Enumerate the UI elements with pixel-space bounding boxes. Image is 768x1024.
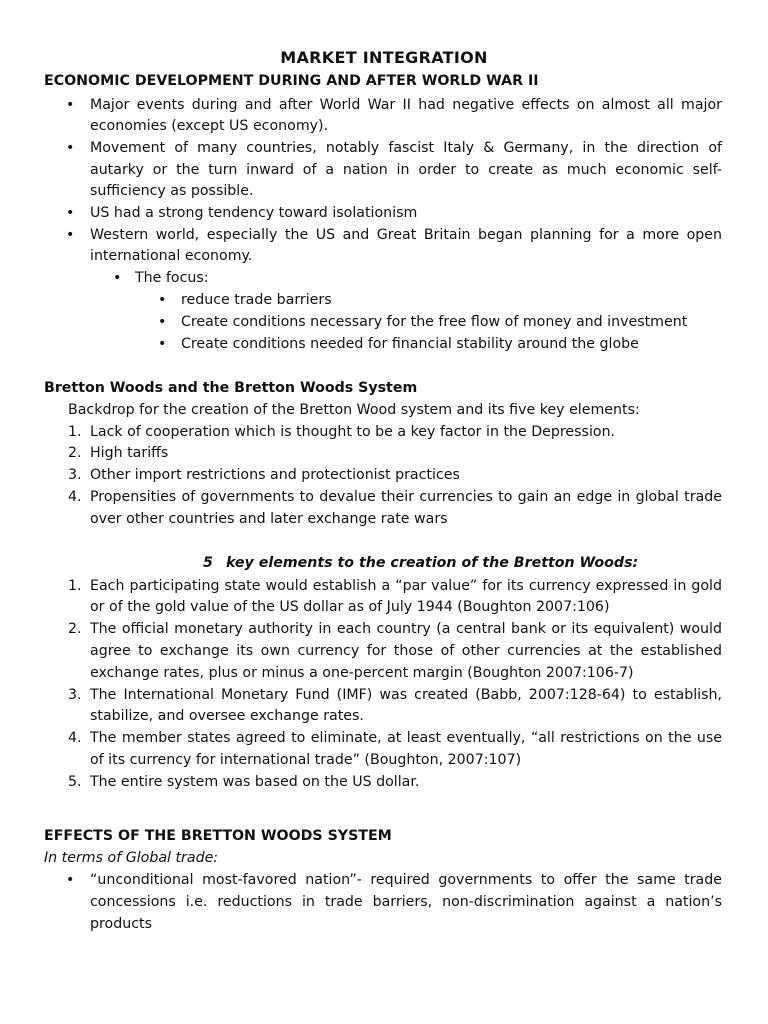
page-title: MARKET INTEGRATION: [280, 48, 488, 67]
bullet-text-line: “unconditional most-favored nation”- required governments to offer the same trade: [90, 872, 722, 888]
number-marker: 2.: [68, 445, 82, 461]
number-marker: 4.: [68, 489, 82, 505]
bullet-marker: •: [113, 270, 122, 286]
bullet-marker: •: [66, 872, 75, 888]
focus-item: Create conditions needed for financial stability around the globe: [181, 336, 639, 352]
bullet-marker: •: [158, 314, 167, 330]
bullet-text-line: economies (except US economy).: [90, 118, 329, 134]
numbered-item-text: Each participating state would establish a “par value” for its currency expressed in gold: [90, 578, 722, 594]
focus-item: reduce trade barriers: [181, 292, 332, 308]
bullet-text-line: autarky or the turn inward of a nation in order to create as much economic self-: [90, 162, 722, 178]
number-marker: 3.: [68, 467, 82, 483]
numbered-item-text: The entire system was based on the US dollar.: [90, 774, 420, 790]
number-marker: 2.: [68, 621, 82, 637]
numbered-item-text: Propensities of governments to devalue their currencies to gain an edge in global trade: [90, 489, 722, 505]
bullet-text-line: Movement of many countries, notably fascist Italy & Germany, in the direction of: [90, 140, 722, 156]
number-marker: 4.: [68, 730, 82, 746]
number-marker: 5.: [68, 774, 82, 790]
numbered-item-text: stabilize, and oversee exchange rates.: [90, 708, 364, 724]
section-subheading: In terms of Global trade:: [44, 850, 219, 866]
number-marker: 3.: [68, 687, 82, 703]
section-intro: Backdrop for the creation of the Bretton Wood system and its five key elements:: [68, 402, 640, 418]
bullet-marker: •: [158, 336, 167, 352]
numbered-item-text: Other import restrictions and protectionist practices: [90, 467, 460, 483]
number-marker: 1.: [68, 578, 82, 594]
section-heading-economic-development: ECONOMIC DEVELOPMENT DURING AND AFTER WORLD WAR II: [44, 73, 539, 89]
key-elements-number: 5: [203, 555, 213, 571]
bullet-text-line: Western world, especially the US and Great Britain began planning for a more open: [90, 227, 722, 243]
bullet-text-line: concessions i.e. reductions in trade barriers, non-discrimination against a nation’s: [90, 894, 722, 910]
bullet-marker: •: [158, 292, 167, 308]
bullet-marker: •: [66, 97, 75, 113]
bullet-marker: •: [66, 227, 75, 243]
bullet-marker: •: [66, 140, 75, 156]
bullet-text-line: US had a strong tendency toward isolationism: [90, 205, 418, 221]
focus-label: The focus:: [135, 270, 209, 286]
bullet-text-line: international economy.: [90, 248, 253, 264]
numbered-item-text: The International Monetary Fund (IMF) was created (Babb, 2007:128-64) to establish,: [90, 687, 722, 703]
numbered-item-text: The official monetary authority in each country (a central bank or its equivalent) would: [90, 621, 722, 637]
numbered-item-text: or of the gold value of the US dollar as of July 1944 (Boughton 2007:106): [90, 599, 610, 615]
bullet-marker: •: [66, 205, 75, 221]
numbered-item-text: High tariffs: [90, 445, 169, 461]
numbered-item-text: over other countries and later exchange rate wars: [90, 511, 448, 527]
bullet-text-line: Major events during and after World War II had negative effects on almost all major: [90, 97, 722, 113]
number-marker: 1.: [68, 424, 82, 440]
numbered-item-text: exchange rates, plus or minus a one-percent margin (Boughton 2007:106-7): [90, 665, 634, 681]
key-elements-heading: key elements to the creation of the Bretton Woods:: [226, 555, 639, 571]
numbered-item-text: agree to exchange its own currency for those of other currencies at the established: [90, 643, 722, 659]
focus-item: Create conditions necessary for the free flow of money and investment: [181, 314, 688, 330]
numbered-item-text: of its currency for international trade” (Boughton, 2007:107): [90, 752, 522, 768]
numbered-item-text: The member states agreed to eliminate, at least eventually, “all restrictions on the use: [90, 730, 722, 746]
section-heading-bretton-woods: Bretton Woods and the Bretton Woods System: [44, 380, 418, 396]
bullet-text-line: products: [90, 916, 152, 932]
bullet-text-line: sufficiency as possible.: [90, 183, 254, 199]
section-heading-effects: EFFECTS OF THE BRETTON WOODS SYSTEM: [44, 828, 392, 844]
numbered-item-text: Lack of cooperation which is thought to be a key factor in the Depression.: [90, 424, 616, 440]
